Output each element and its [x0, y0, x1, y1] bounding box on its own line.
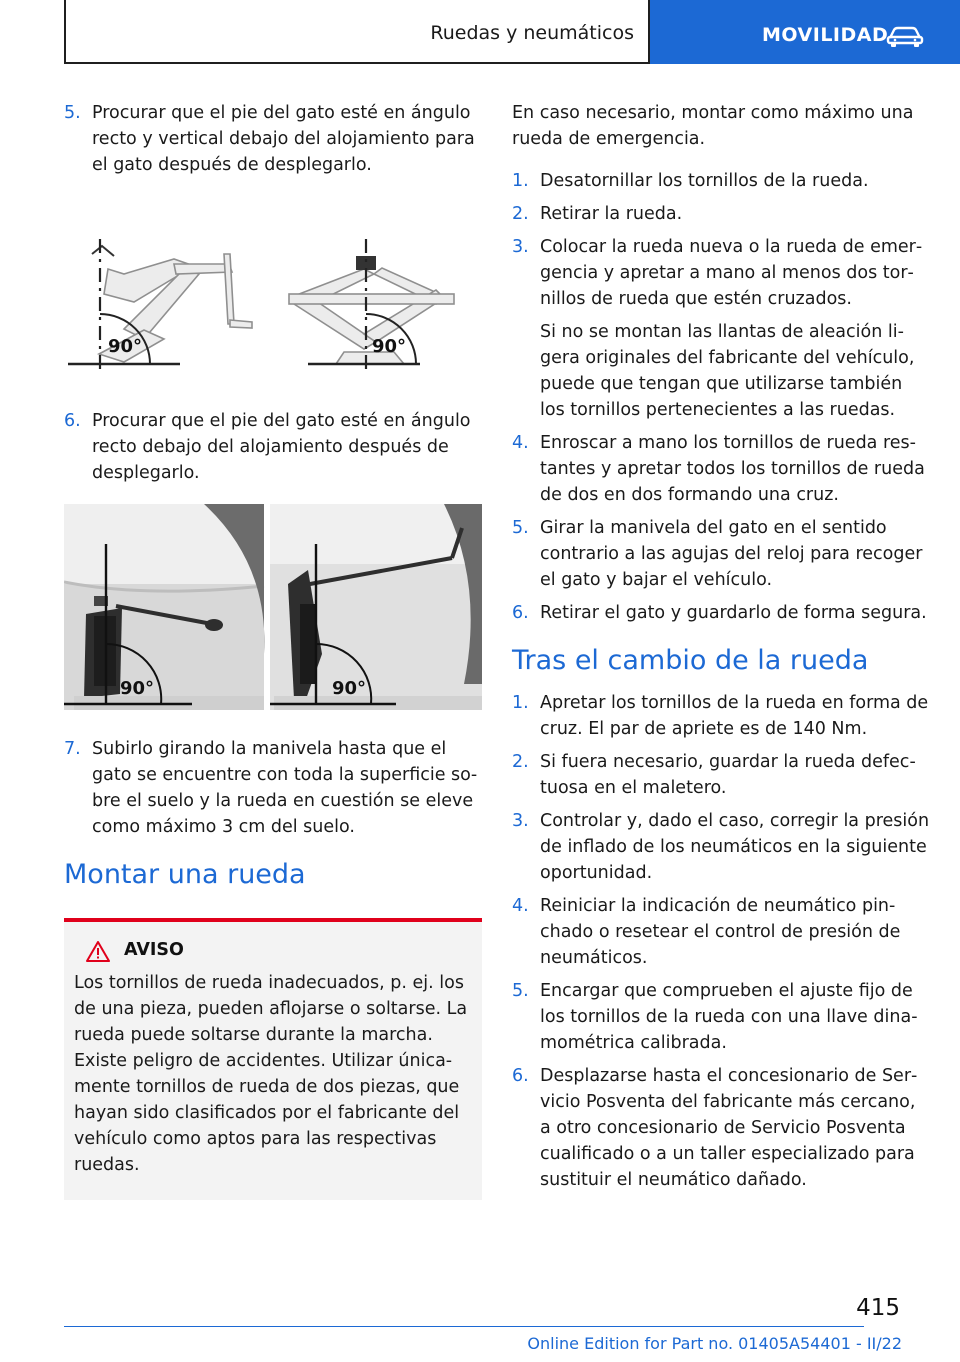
section-title: Ruedas y neumáticos: [430, 22, 634, 44]
section-heading-after-change: Tras el cambio de la rueda: [512, 645, 869, 676]
warning-box: [64, 918, 482, 1200]
warning-icon: [86, 940, 110, 962]
step-number: 6.: [512, 603, 529, 623]
step-number: 2.: [512, 204, 529, 224]
mount-step-2: [512, 201, 930, 227]
step-text: Procurar que el pie del gato esté en ángulo recto y vertical debajo del alojamiento para el gato después de desplegarlo.: [92, 103, 475, 175]
footer-divider: [64, 1326, 864, 1327]
angle-label-left: 90°: [120, 678, 155, 699]
after-step-2: [512, 749, 930, 801]
step-text: Subirlo girando la manivela hasta que el gato se encuentre con toda la superficie sobre el suelo y la rueda en cuestión se eleve como máximo 3 cm del suelo.: [92, 739, 478, 837]
step-text: Retirar el gato y guardarlo de forma segura.: [540, 603, 927, 623]
after-steps-list: [512, 690, 930, 1193]
after-step-6: [512, 1063, 930, 1193]
step-text: Desplazarse hasta el concesionario de Servicio Posventa del fabricante más cercano, a otro concesionario de Servicio Posventa cualificado o a un taller especializado para sustituir el neumático dañado.: [540, 1066, 918, 1190]
step-number: 7.: [64, 739, 81, 759]
step-text: Procurar que el pie del gato esté en ángulo recto debajo del alojamiento después de desplegarlo.: [92, 411, 471, 483]
mount-step-3: [512, 234, 930, 423]
step-number: 3.: [512, 237, 529, 257]
jack-line-drawing: [64, 234, 482, 384]
header-chapter-tab[interactable]: [650, 0, 960, 64]
step-number: 6.: [64, 411, 81, 431]
step-text: Girar la manivela del gato en el sentido contrario a las agujas del reloj para recoger el gato y bajar el vehículo.: [540, 518, 923, 590]
step-text: Retirar la rueda.: [540, 204, 683, 224]
after-step-4: [512, 893, 930, 971]
step-number: 4.: [512, 896, 529, 916]
step-text: Si fuera necesario, guardar la rueda defectuosa en el maletero.: [540, 752, 916, 798]
step-number: 6.: [512, 1066, 529, 1086]
after-step-5: [512, 978, 930, 1056]
step-number: 5.: [512, 518, 529, 538]
page-number: 415: [856, 1295, 900, 1321]
edition-footer: Online Edition for Part no. 01405A54401 - II/22: [527, 1334, 902, 1353]
chapter-title: MOVILIDAD: [762, 24, 889, 46]
step-number: 2.: [512, 752, 529, 772]
left-column: [64, 100, 482, 1200]
step-text: Enroscar a mano los tornillos de rueda restantes y apretar todos los tornillos de rueda de dos en dos formando una cruz.: [540, 433, 925, 505]
warning-header: [74, 940, 472, 966]
angle-label-left: 90°: [108, 336, 143, 357]
step-number: 1.: [512, 693, 529, 713]
angle-label-right: 90°: [372, 336, 407, 357]
step-number: 5.: [64, 103, 81, 123]
step-text: Desatornillar los tornillos de la rueda.: [540, 171, 869, 191]
step-note: Si no se montan las llantas de aleación ligera originales del fabricante del vehículo, puede que tengan que utilizarse también los tornillos pertenecientes a las ruedas.: [540, 322, 915, 420]
step-text: Reiniciar la indicación de neumático pinchado o resetear el control de presión de neumáticos.: [540, 896, 901, 968]
mount-steps-list: [512, 168, 930, 626]
right-column: [512, 100, 930, 1200]
jack-step-7: [64, 736, 482, 840]
mount-step-6: [512, 600, 930, 626]
step-text: Colocar la rueda nueva o la rueda de emergencia y apretar a mano al menos dos tornillos de rueda que estén cruzados.: [540, 237, 923, 309]
warning-title: AVISO: [124, 940, 184, 960]
step-text: Encargar que comprueben el ajuste fijo de los tornillos de la rueda con una llave dinamométrica calibrada.: [540, 981, 918, 1053]
after-step-1: [512, 690, 930, 742]
mount-step-5: [512, 515, 930, 593]
step-number: 3.: [512, 811, 529, 831]
after-step-3: [512, 808, 930, 886]
step-text: Apretar los tornillos de la rueda en forma de cruz. El par de apriete es de 140 Nm.: [540, 693, 929, 739]
step-number: 1.: [512, 171, 529, 191]
jack-step-6: [64, 408, 482, 486]
jack-alignment-figure: [64, 234, 482, 384]
mount-step-1: [512, 168, 930, 194]
step-text: Controlar y, dado el caso, corregir la presión de inflado de los neumáticos en la siguiente oportunidad.: [540, 811, 930, 883]
header-section-box: [64, 0, 650, 64]
mount-step-4: [512, 430, 930, 508]
intro-paragraph: En caso necesario, montar como máximo una rueda de emergencia.: [512, 103, 914, 149]
warning-text: Los tornillos de rueda inadecuados, p. ej. los de una pieza, pueden aflojarse o soltarse. La rueda puede soltarse durante la marcha. Existe peligro de accidentes. Utilizar únicamente tornillos de rueda de dos piezas, que hayan sido clasificados por el fabricante del vehículo como aptos para las respectivas ruedas.: [74, 973, 468, 1175]
jack-step-5: [64, 100, 482, 178]
step-number: 5.: [512, 981, 529, 1001]
angle-label-right: 90°: [332, 678, 367, 699]
section-heading-mount-wheel: Montar una rueda: [64, 859, 306, 890]
jack-photo-figure: [64, 504, 482, 710]
car-icon: [886, 26, 924, 48]
step-number: 4.: [512, 433, 529, 453]
